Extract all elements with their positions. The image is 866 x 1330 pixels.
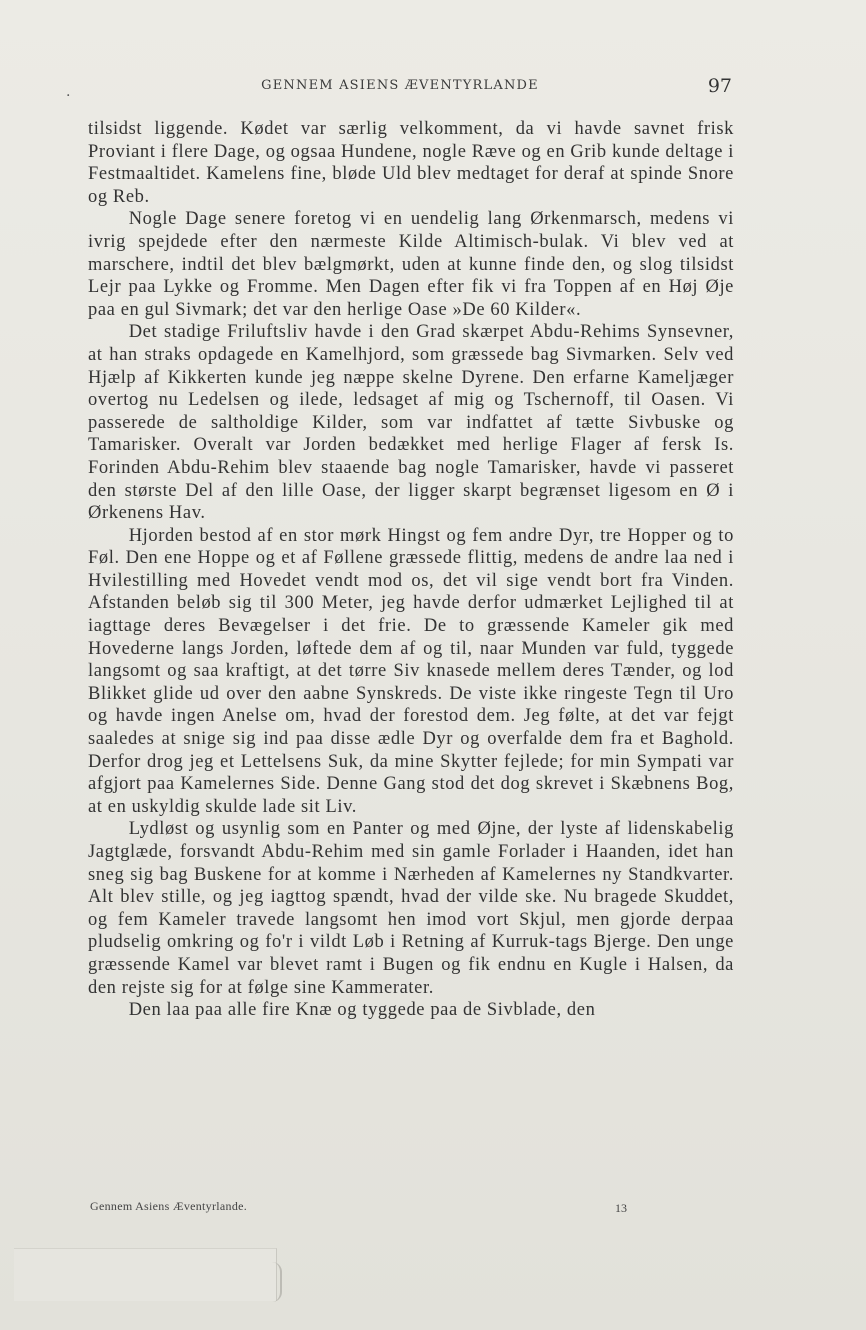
- paper-tab-curl: [266, 1262, 282, 1302]
- paragraph: tilsidst liggende. Kødet var særlig velkomment, da vi havde savnet frisk Proviant i flere Dage, og ogsaa Hundene, nogle Ræve og en Grib kunde deltage i Festmaaltidet. Kamelens fine, bløde Uld blev medtaget for deraf at spinde Snore og Reb.: [88, 119, 734, 207]
- paper-tab: [14, 1248, 277, 1301]
- header-dot: .: [66, 84, 71, 100]
- paragraph: Lydløst og usynlig som en Panter og med Øjne, der lyste af lidenskabelig Jagtglæde, forsvandt Abdu-Rehim med sin gamle Forlader i Haanden, idet han sneg sig bag Buskene for at komme i Nærheden af Kamelernes ny Standkvarter. Alt blev stille, og jeg iagttog spændt, hvad der vilde ske. Nu bragede Skuddet, og fem Kameler travede langsomt hen imod vort Skjul, men gjorde derpaa pludselig omkring og fo'r i vildt Løb i Retning af Kurruk-tags Bjerge. Den unge græssende Kamel var blevet ramt i Bugen og fik endnu en Kugle i Halsen, da den rejste sig for at følge sine Kammerater.: [88, 819, 734, 998]
- paragraph: Det stadige Friluftsliv havde i den Grad skærpet Abdu-Rehims Synsevner, at han straks opdagede en Kamelhjord, som græssede bag Sivmarken. Selv ved Hjælp af Kikkerten kunde jeg næppe skelne Dyrene. Den erfarne Kameljæger overtog nu Ledelsen og ilede, ledsaget af mig og Tschernoff, til Oasen. Vi passerede de saltholdige Kilder, som var indfattet af tætte Sivbuske og Tamarisker. Overalt var Jorden bedækket med herlige Flager af fersk Is. Forinden Abdu-Rehim blev staaende bag nogle Tamarisker, havde vi passeret den største Del af den lille Oase, der ligger skarpt begrænset ligesom en Ø i Ørkenens Hav.: [88, 322, 734, 524]
- footer-book-title: Gennem Asiens Æventyrlande.: [90, 1199, 248, 1213]
- page-number: 97: [707, 75, 732, 97]
- running-title: GENNEM ASIENS ÆVENTYRLANDE: [261, 78, 539, 93]
- page-footer: [0, 1198, 866, 1228]
- running-header: [0, 74, 866, 104]
- signature-mark: 13: [615, 1201, 627, 1215]
- paragraph: Hjorden bestod af en stor mørk Hingst og fem andre Dyr, tre Hopper og to Føl. Den ene Hoppe og et af Føllene græssede flittig, medens de andre laa ned i Hvilestilling med Hovedet vendt mod os, det vil sige vendt bort fra Vinden. Afstanden beløb sig til 300 Meter, jeg havde derfor udmærket Lejlighed til at iagttage deres Bevægelser i det frie. De to græssende Kameler gik med Hovederne langs Jorden, løftede dem af og til, naar Munden var fuld, tyggede langsomt og saa kraftigt, at det tørre Siv knasede mellem deres Tænder, og lod Blikket glide ud over den aabne Synskreds. De viste ikke ringeste Tegn til Uro og havde ingen Anelse om, hvad der forestod dem. Jeg følte, at det var fejgt saaledes at snige sig ind paa disse ædle Dyr og overfalde dem fra et Baghold. Derfor drog jeg et Lettelsens Suk, da mine Skytter fejlede; for min Sympati var afgjort paa Kamelernes Side. Denne Gang stod det dog skrevet i Skæbnens Bog, at en uskyldig skulde lade sit Liv.: [88, 525, 734, 817]
- paragraph: Den laa paa alle fire Knæ og tyggede paa de Sivblade, den: [128, 1000, 596, 1021]
- body-text: [88, 118, 734, 1022]
- paragraph: Nogle Dage senere foretog vi en uendelig lang Ørkenmarsch, medens vi ivrig spejdede efter den nærmeste Kilde Altimisch-bulak. Vi blev ved at marschere, indtil det blev bælgmørkt, uden at kunne finde den, og slog tilsidst Lejr paa Lykke og Fromme. Men Dagen efter fik vi fra Toppen af en Høj Øje paa en gul Sivmark; det var den herlige Oase »De 60 Kilder«.: [88, 209, 734, 320]
